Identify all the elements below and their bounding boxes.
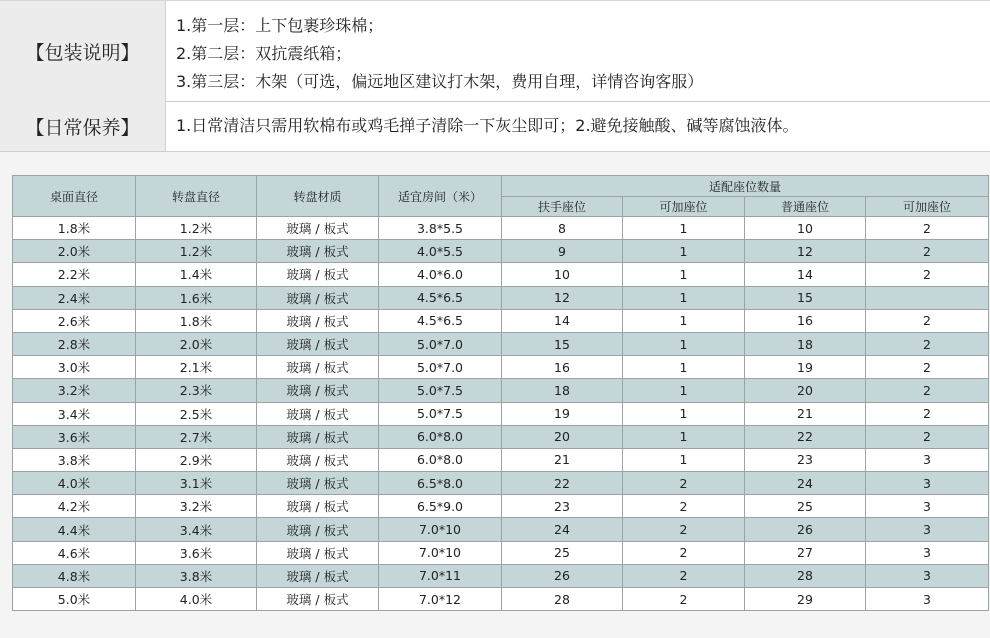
table-row — [13, 564, 989, 587]
cell-turntable-diameter: 2.3米 — [136, 379, 257, 402]
table-row — [13, 286, 989, 309]
cell-normal-seats: 19 — [745, 356, 866, 379]
table-row — [13, 240, 989, 263]
cell-material: 玻璃 / 板式 — [257, 263, 379, 286]
header-turntable-diameter: 转盘直径 — [136, 176, 257, 217]
maintenance-text: 1.日常清洁只需用软棉布或鸡毛掸子清除一下灰尘即可；2.避免接触酸、碱等腐蚀液体。 — [176, 116, 799, 135]
cell-turntable-diameter: 4.0米 — [136, 588, 257, 611]
cell-room-size: 6.0*8.0 — [379, 448, 502, 471]
cell-desk-diameter: 4.4米 — [13, 518, 136, 541]
cell-desk-diameter: 3.8米 — [13, 448, 136, 471]
cell-turntable-diameter: 2.7米 — [136, 425, 257, 448]
table-row — [13, 379, 989, 402]
table-row — [13, 518, 989, 541]
packaging-content — [176, 12, 990, 96]
cell-armchair-seats: 10 — [502, 263, 623, 286]
cell-extra-seats: 1 — [623, 286, 745, 309]
cell-room-size: 6.0*8.0 — [379, 425, 502, 448]
cell-armchair-seats: 9 — [502, 240, 623, 263]
header-seats-group: 适配座位数量 — [502, 176, 989, 197]
cell-armchair-seats: 24 — [502, 518, 623, 541]
cell-normal-seats: 22 — [745, 425, 866, 448]
cell-material: 玻璃 / 板式 — [257, 286, 379, 309]
cell-material: 玻璃 / 板式 — [257, 425, 379, 448]
cell-turntable-diameter: 1.2米 — [136, 217, 257, 240]
cell-room-size: 3.8*5.5 — [379, 217, 502, 240]
header-extra-seats: 可加座位 — [623, 197, 745, 217]
cell-room-size: 5.0*7.5 — [379, 379, 502, 402]
cell-extra-seats: 2 — [866, 425, 989, 448]
cell-armchair-seats: 28 — [502, 588, 623, 611]
cell-room-size: 7.0*10 — [379, 541, 502, 564]
cell-armchair-seats: 19 — [502, 402, 623, 425]
cell-desk-diameter: 4.8米 — [13, 564, 136, 587]
cell-normal-seats: 26 — [745, 518, 866, 541]
cell-material: 玻璃 / 板式 — [257, 588, 379, 611]
packaging-line: 3.第三层：木架（可选，偏远地区建议打木架，费用自理，详情咨询客服） — [176, 72, 704, 91]
table-row — [13, 472, 989, 495]
table-row — [13, 425, 989, 448]
cell-armchair-seats: 21 — [502, 448, 623, 471]
table-row — [13, 332, 989, 355]
info-section — [0, 0, 990, 152]
cell-room-size: 5.0*7.0 — [379, 332, 502, 355]
cell-material: 玻璃 / 板式 — [257, 309, 379, 332]
cell-extra-seats: 2 — [623, 564, 745, 587]
cell-turntable-diameter: 2.5米 — [136, 402, 257, 425]
cell-room-size: 7.0*12 — [379, 588, 502, 611]
cell-desk-diameter: 3.4米 — [13, 402, 136, 425]
cell-normal-seats: 21 — [745, 402, 866, 425]
cell-normal-seats: 28 — [745, 564, 866, 587]
cell-desk-diameter: 3.2米 — [13, 379, 136, 402]
cell-normal-seats: 25 — [745, 495, 866, 518]
cell-room-size: 6.5*9.0 — [379, 495, 502, 518]
cell-armchair-seats: 22 — [502, 472, 623, 495]
cell-desk-diameter: 3.6米 — [13, 425, 136, 448]
cell-normal-seats: 27 — [745, 541, 866, 564]
cell-extra-seats: 1 — [623, 332, 745, 355]
cell-normal-seats: 24 — [745, 472, 866, 495]
cell-extra-seats: 1 — [623, 356, 745, 379]
cell-material: 玻璃 / 板式 — [257, 472, 379, 495]
cell-desk-diameter: 2.6米 — [13, 309, 136, 332]
packaging-line: 1.第一层：上下包裹珍珠棉； — [176, 16, 384, 35]
cell-room-size: 4.0*6.0 — [379, 263, 502, 286]
cell-extra-seats — [866, 286, 989, 309]
cell-desk-diameter: 2.0米 — [13, 240, 136, 263]
cell-extra-seats: 2 — [623, 495, 745, 518]
cell-material: 玻璃 / 板式 — [257, 240, 379, 263]
table-row — [13, 448, 989, 471]
cell-room-size: 5.0*7.5 — [379, 402, 502, 425]
cell-normal-seats: 14 — [745, 263, 866, 286]
cell-turntable-diameter: 1.6米 — [136, 286, 257, 309]
cell-turntable-diameter: 3.1米 — [136, 472, 257, 495]
packaging-line: 2.第二层：双抗震纸箱； — [176, 44, 352, 63]
cell-turntable-diameter: 3.2米 — [136, 495, 257, 518]
cell-extra-seats: 2 — [866, 379, 989, 402]
cell-room-size: 7.0*11 — [379, 564, 502, 587]
cell-extra-seats: 1 — [623, 402, 745, 425]
cell-armchair-seats: 12 — [502, 286, 623, 309]
table-row — [13, 588, 989, 611]
cell-extra-seats: 1 — [623, 425, 745, 448]
cell-extra-seats: 2 — [623, 518, 745, 541]
cell-extra-seats: 2 — [866, 309, 989, 332]
cell-desk-diameter: 3.0米 — [13, 356, 136, 379]
cell-normal-seats: 18 — [745, 332, 866, 355]
cell-extra-seats: 3 — [866, 472, 989, 495]
cell-turntable-diameter: 1.8米 — [136, 309, 257, 332]
size-table — [12, 175, 989, 611]
header-extra-seats: 可加座位 — [866, 197, 989, 217]
packaging-label: 【包装说明】 — [0, 1, 166, 101]
cell-normal-seats: 20 — [745, 379, 866, 402]
cell-extra-seats: 3 — [866, 518, 989, 541]
cell-room-size: 4.5*6.5 — [379, 309, 502, 332]
cell-normal-seats: 15 — [745, 286, 866, 309]
cell-material: 玻璃 / 板式 — [257, 402, 379, 425]
cell-extra-seats: 2 — [866, 332, 989, 355]
cell-desk-diameter: 2.4米 — [13, 286, 136, 309]
table-row — [13, 402, 989, 425]
packaging-row — [0, 0, 990, 102]
cell-armchair-seats: 8 — [502, 217, 623, 240]
cell-material: 玻璃 / 板式 — [257, 356, 379, 379]
table-row — [13, 263, 989, 286]
cell-extra-seats: 3 — [866, 588, 989, 611]
cell-room-size: 4.5*6.5 — [379, 286, 502, 309]
cell-material: 玻璃 / 板式 — [257, 332, 379, 355]
cell-armchair-seats: 26 — [502, 564, 623, 587]
cell-turntable-diameter: 2.9米 — [136, 448, 257, 471]
cell-desk-diameter: 4.2米 — [13, 495, 136, 518]
cell-extra-seats: 1 — [623, 240, 745, 263]
cell-turntable-diameter: 3.8米 — [136, 564, 257, 587]
table-row — [13, 217, 989, 240]
cell-room-size: 7.0*10 — [379, 518, 502, 541]
cell-extra-seats: 3 — [866, 541, 989, 564]
cell-material: 玻璃 / 板式 — [257, 495, 379, 518]
cell-extra-seats: 1 — [623, 379, 745, 402]
cell-material: 玻璃 / 板式 — [257, 448, 379, 471]
cell-desk-diameter: 2.8米 — [13, 332, 136, 355]
cell-extra-seats: 2 — [866, 356, 989, 379]
cell-material: 玻璃 / 板式 — [257, 541, 379, 564]
cell-turntable-diameter: 3.4米 — [136, 518, 257, 541]
table-row — [13, 541, 989, 564]
cell-extra-seats: 2 — [866, 263, 989, 286]
cell-extra-seats: 3 — [866, 495, 989, 518]
table-row — [13, 309, 989, 332]
cell-armchair-seats: 18 — [502, 379, 623, 402]
cell-armchair-seats: 20 — [502, 425, 623, 448]
cell-armchair-seats: 15 — [502, 332, 623, 355]
table-row — [13, 495, 989, 518]
cell-extra-seats: 1 — [623, 448, 745, 471]
cell-material: 玻璃 / 板式 — [257, 217, 379, 240]
cell-turntable-diameter: 3.6米 — [136, 541, 257, 564]
cell-turntable-diameter: 2.1米 — [136, 356, 257, 379]
cell-desk-diameter: 4.0米 — [13, 472, 136, 495]
cell-turntable-diameter: 1.4米 — [136, 263, 257, 286]
cell-turntable-diameter: 1.2米 — [136, 240, 257, 263]
header-armchair-seats: 扶手座位 — [502, 197, 623, 217]
cell-normal-seats: 10 — [745, 217, 866, 240]
cell-armchair-seats: 23 — [502, 495, 623, 518]
cell-material: 玻璃 / 板式 — [257, 518, 379, 541]
header-desk-diameter: 桌面直径 — [13, 176, 136, 217]
maintenance-row — [0, 101, 990, 152]
cell-normal-seats: 16 — [745, 309, 866, 332]
cell-material: 玻璃 / 板式 — [257, 379, 379, 402]
cell-material: 玻璃 / 板式 — [257, 564, 379, 587]
cell-room-size: 4.0*5.5 — [379, 240, 502, 263]
cell-desk-diameter: 4.6米 — [13, 541, 136, 564]
cell-extra-seats: 3 — [866, 564, 989, 587]
table-body — [13, 217, 989, 611]
cell-desk-diameter: 1.8米 — [13, 217, 136, 240]
cell-extra-seats: 1 — [623, 217, 745, 240]
table-row — [13, 356, 989, 379]
cell-extra-seats: 2 — [866, 240, 989, 263]
cell-turntable-diameter: 2.0米 — [136, 332, 257, 355]
cell-extra-seats: 2 — [623, 541, 745, 564]
maintenance-label: 【日常保养】 — [0, 101, 166, 151]
cell-desk-diameter: 2.2米 — [13, 263, 136, 286]
cell-armchair-seats: 14 — [502, 309, 623, 332]
cell-room-size: 6.5*8.0 — [379, 472, 502, 495]
cell-normal-seats: 12 — [745, 240, 866, 263]
cell-desk-diameter: 5.0米 — [13, 588, 136, 611]
cell-extra-seats: 1 — [623, 309, 745, 332]
cell-extra-seats: 2 — [623, 472, 745, 495]
header-turntable-material: 转盘材质 — [257, 176, 379, 217]
cell-extra-seats: 3 — [866, 448, 989, 471]
cell-extra-seats: 2 — [623, 588, 745, 611]
cell-normal-seats: 23 — [745, 448, 866, 471]
cell-armchair-seats: 16 — [502, 356, 623, 379]
header-normal-seats: 普通座位 — [745, 197, 866, 217]
cell-normal-seats: 29 — [745, 588, 866, 611]
cell-armchair-seats: 25 — [502, 541, 623, 564]
cell-room-size: 5.0*7.0 — [379, 356, 502, 379]
cell-extra-seats: 2 — [866, 217, 989, 240]
header-room-size: 适宜房间（米） — [379, 176, 502, 217]
cell-extra-seats: 1 — [623, 263, 745, 286]
cell-extra-seats: 2 — [866, 402, 989, 425]
